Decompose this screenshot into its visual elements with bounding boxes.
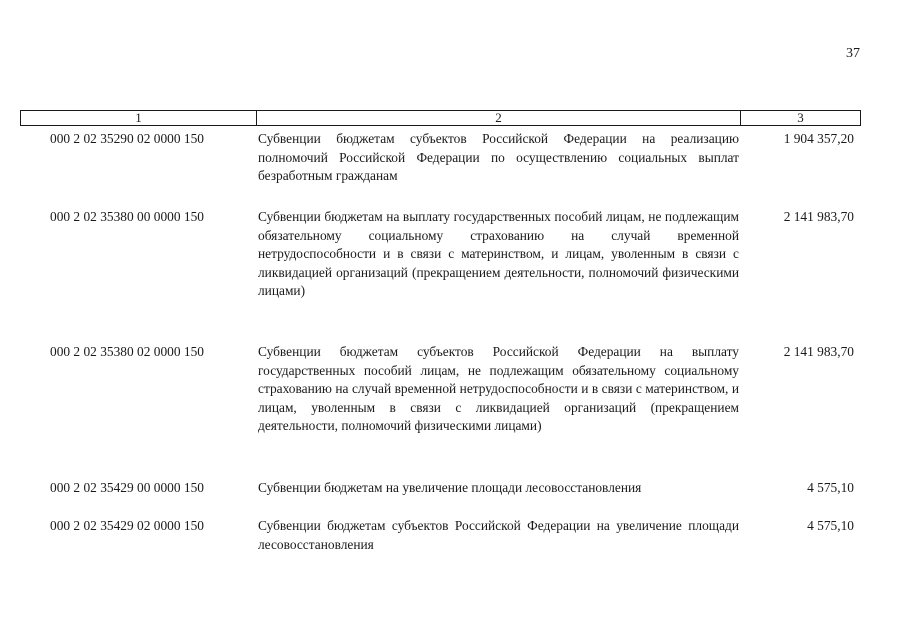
budget-code: 000 2 02 35429 00 0000 150 [50,480,204,495]
row-description: Субвенции бюджетам субъектов Российской Федерации на выплату государственных пособий лицам, не подлежащим обязательному социальному страхованию на случай временной нетрудоспособности и в связи с материнством, и лицам, уволенным в связи с ликвидацией организаций (прекращением деятельности, полномочий физическими лицами) [258,344,739,434]
budget-code: 000 2 02 35380 02 0000 150 [50,344,204,359]
row-amount: 4 575,10 [807,518,854,533]
column-header-3: 3 [797,110,804,125]
column-header-2: 2 [257,111,741,125]
row-amount: 1 904 357,20 [783,131,854,146]
row-description: Субвенции бюджетам на выплату государственных пособий лицам, не подлежащим обязательному социальному страхованию на случай временной нетрудоспособности и в связи с материнством, и лицам, уволенным в связи с ликвидацией организаций (прекращением деятельности, полномочий физическими лицами) [258,209,739,299]
page-number: 37 [846,46,860,61]
budget-code: 000 2 02 35429 02 0000 150 [50,518,204,533]
row-amount: 2 141 983,70 [783,344,854,359]
row-amount: 4 575,10 [807,480,854,495]
table-header [20,110,861,126]
row-description: Субвенции бюджетам субъектов Российской Федерации на увеличение площади лесовосстановления [258,518,739,552]
row-description: Субвенции бюджетам субъектов Российской Федерации на реализацию полномочий Российской Федерации по осуществлению социальных выплат безработным гражданам [258,131,739,184]
budget-code: 000 2 02 35380 00 0000 150 [50,209,204,224]
column-header-1: 1 [21,111,257,125]
row-description: Субвенции бюджетам на увеличение площади лесовосстановления [258,480,642,495]
row-amount: 2 141 983,70 [783,209,854,224]
budget-code: 000 2 02 35290 02 0000 150 [50,131,204,146]
